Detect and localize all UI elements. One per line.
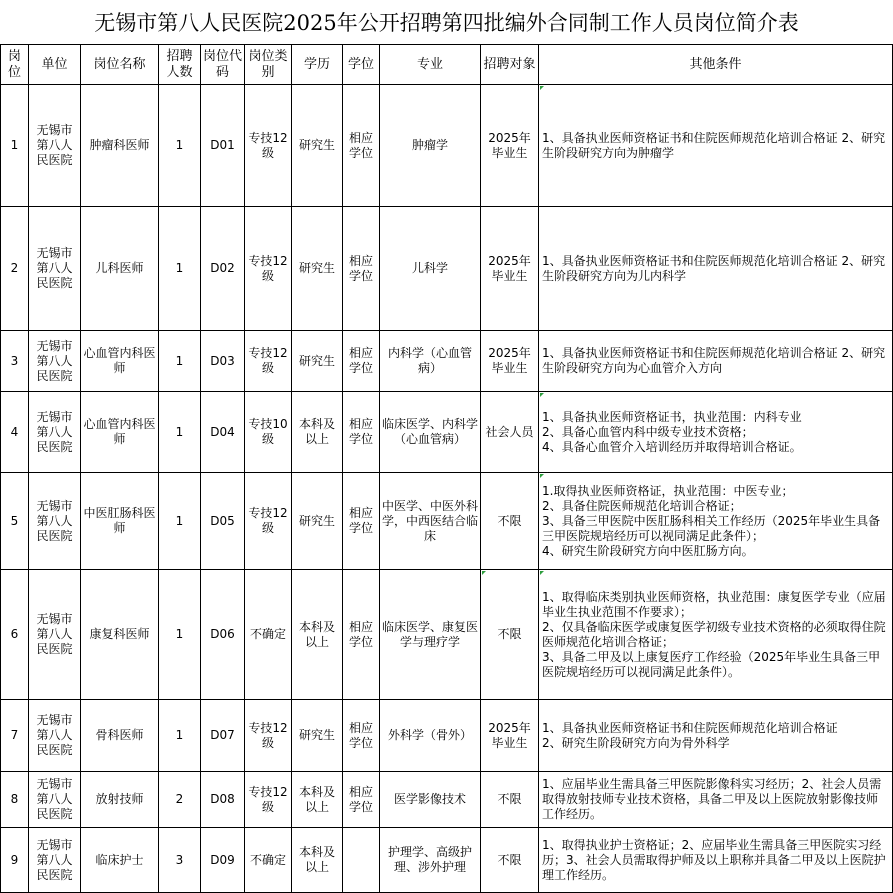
cell-count: 1 bbox=[159, 331, 201, 392]
cell-other: 1、具备执业医师资格证书，执业范围：内科专业 2、具备心血管内科中级专业技术资格； 4、具备心血管介入培训经历并取得培训合格证。 bbox=[539, 392, 893, 473]
cell-other: 1、具备执业医师资格证书和住院医师规范化培训合格证 2、研究生阶段研究方向为肿瘤学 bbox=[539, 85, 893, 207]
cell-other: 1、取得临床类别执业医师资格，执业范围：康复医学专业（应届毕业生执业范围不作要求）； 2、仅具备临床医学或康复医学初级专业技术资格的必须取得住院医师规范化培训合格证； 3、具备二甲及以上康复医疗工作经验（2025年毕业生具备三甲医院规培经历可以视同满足此条件）。 bbox=[539, 570, 893, 700]
cell-major: 外科学（骨外） bbox=[380, 700, 481, 772]
cell-target: 不限 bbox=[481, 828, 539, 893]
cell-seq: 3 bbox=[1, 331, 29, 392]
position-table bbox=[0, 44, 893, 893]
cell-category: 专技12级 bbox=[245, 700, 292, 772]
cell-seq: 9 bbox=[1, 828, 29, 893]
cell-degree: 相应学位 bbox=[343, 473, 380, 570]
header-row bbox=[1, 45, 893, 85]
header-seq: 岗位 bbox=[1, 45, 29, 85]
comment-marker bbox=[482, 571, 486, 575]
cell-unit: 无锡市第八人民医院 bbox=[29, 207, 81, 331]
cell-major: 内科学（心血管病） bbox=[380, 331, 481, 392]
table-row bbox=[1, 392, 893, 473]
cell-other: 1、具备执业医师资格证书和住院医师规范化培训合格证 2、研究生阶段研究方向为儿内科学 bbox=[539, 207, 893, 331]
cell-code: D06 bbox=[201, 570, 245, 700]
cell-major: 儿科学 bbox=[380, 207, 481, 331]
cell-degree: 相应学位 bbox=[343, 772, 380, 828]
header-target: 招聘对象 bbox=[481, 45, 539, 85]
table-row bbox=[1, 85, 893, 207]
cell-other: 1.取得执业医师资格证，执业范围：中医专业； 2、具备住院医师规范化培训合格证； 3、具备三甲医院中医肛肠科相关工作经历（2025年毕业生具备三甲医院规培经历可以视同满足此条件）； 4、研究生阶段研究方向中医肛肠方向。 bbox=[539, 473, 893, 570]
cell-seq: 4 bbox=[1, 392, 29, 473]
cell-major: 中医学、中医外科学，中西医结合临床 bbox=[380, 473, 481, 570]
cell-unit: 无锡市第八人民医院 bbox=[29, 772, 81, 828]
cell-code: D09 bbox=[201, 828, 245, 893]
cell-degree: 相应学位 bbox=[343, 570, 380, 700]
cell-count: 2 bbox=[159, 772, 201, 828]
cell-education: 本科及以上 bbox=[292, 828, 343, 893]
cell-target: 2025年毕业生 bbox=[481, 700, 539, 772]
cell-education: 研究生 bbox=[292, 331, 343, 392]
table-row bbox=[1, 570, 893, 700]
header-unit: 单位 bbox=[29, 45, 81, 85]
cell-degree: 相应学位 bbox=[343, 207, 380, 331]
cell-education: 本科及以上 bbox=[292, 570, 343, 700]
table-row bbox=[1, 473, 893, 570]
cell-name: 康复科医师 bbox=[81, 570, 159, 700]
cell-code: D02 bbox=[201, 207, 245, 331]
header-code: 岗位代码 bbox=[201, 45, 245, 85]
cell-target: 2025年毕业生 bbox=[481, 331, 539, 392]
cell-category: 专技12级 bbox=[245, 772, 292, 828]
cell-unit: 无锡市第八人民医院 bbox=[29, 473, 81, 570]
cell-seq: 8 bbox=[1, 772, 29, 828]
cell-category: 专技12级 bbox=[245, 331, 292, 392]
header-major: 专业 bbox=[380, 45, 481, 85]
page-title: 无锡市第八人民医院2025年公开招聘第四批编外合同制工作人员岗位简介表 bbox=[94, 11, 799, 35]
cell-count: 1 bbox=[159, 700, 201, 772]
cell-education: 研究生 bbox=[292, 700, 343, 772]
comment-marker bbox=[540, 474, 544, 478]
cell-code: D03 bbox=[201, 331, 245, 392]
cell-name: 骨科医师 bbox=[81, 700, 159, 772]
cell-category: 专技12级 bbox=[245, 207, 292, 331]
cell-category: 不确定 bbox=[245, 828, 292, 893]
comment-marker bbox=[540, 86, 544, 90]
cell-unit: 无锡市第八人民医院 bbox=[29, 85, 81, 207]
header-category: 岗位类别 bbox=[245, 45, 292, 85]
cell-target: 社会人员 bbox=[481, 392, 539, 473]
cell-count: 3 bbox=[159, 828, 201, 893]
cell-count: 1 bbox=[159, 85, 201, 207]
cell-degree: 相应学位 bbox=[343, 700, 380, 772]
cell-education: 研究生 bbox=[292, 207, 343, 331]
cell-name: 儿科医师 bbox=[81, 207, 159, 331]
cell-unit: 无锡市第八人民医院 bbox=[29, 392, 81, 473]
cell-seq: 6 bbox=[1, 570, 29, 700]
cell-seq: 5 bbox=[1, 473, 29, 570]
table-row bbox=[1, 331, 893, 392]
cell-other: 1、应届毕业生需具备三甲医院影像科实习经历；2、社会人员需取得放射技师专业技术资格，具备二甲及以上医院放射影像技师工作经历。 bbox=[539, 772, 893, 828]
cell-unit: 无锡市第八人民医院 bbox=[29, 570, 81, 700]
cell-major: 肿瘤学 bbox=[380, 85, 481, 207]
cell-unit: 无锡市第八人民医院 bbox=[29, 331, 81, 392]
table-row bbox=[1, 207, 893, 331]
cell-code: D08 bbox=[201, 772, 245, 828]
cell-major: 临床医学、康复医学与理疗学 bbox=[380, 570, 481, 700]
header-degree: 学位 bbox=[343, 45, 380, 85]
cell-other: 1、具备执业医师资格证书和住院医师规范化培训合格证 2、研究生阶段研究方向为心血管介入方向 bbox=[539, 331, 893, 392]
cell-category: 专技12级 bbox=[245, 85, 292, 207]
cell-major: 医学影像技术 bbox=[380, 772, 481, 828]
cell-name: 放射技师 bbox=[81, 772, 159, 828]
cell-code: D01 bbox=[201, 85, 245, 207]
comment-marker bbox=[540, 393, 544, 397]
cell-name: 临床护士 bbox=[81, 828, 159, 893]
cell-category: 专技10级 bbox=[245, 392, 292, 473]
cell-code: D07 bbox=[201, 700, 245, 772]
cell-major: 护理学、高级护理、涉外护理 bbox=[380, 828, 481, 893]
cell-degree bbox=[343, 828, 380, 893]
header-other: 其他条件 bbox=[539, 45, 893, 85]
header-name: 岗位名称 bbox=[81, 45, 159, 85]
cell-count: 1 bbox=[159, 570, 201, 700]
cell-seq: 1 bbox=[1, 85, 29, 207]
cell-code: D04 bbox=[201, 392, 245, 473]
cell-education: 本科及以上 bbox=[292, 392, 343, 473]
cell-category: 不确定 bbox=[245, 570, 292, 700]
cell-education: 本科及以上 bbox=[292, 772, 343, 828]
cell-code: D05 bbox=[201, 473, 245, 570]
cell-degree: 相应学位 bbox=[343, 85, 380, 207]
cell-degree: 相应学位 bbox=[343, 392, 380, 473]
cell-education: 研究生 bbox=[292, 473, 343, 570]
cell-target: 2025年毕业生 bbox=[481, 207, 539, 331]
cell-seq: 2 bbox=[1, 207, 29, 331]
cell-other: 1、取得执业护士资格证；2、应届毕业生需具备三甲医院实习经历；3、社会人员需取得护师及以上职称并具备二甲及以上医院护理工作经历。 bbox=[539, 828, 893, 893]
table-row bbox=[1, 772, 893, 828]
header-education: 学历 bbox=[292, 45, 343, 85]
cell-count: 1 bbox=[159, 207, 201, 331]
cell-name: 中医肛肠科医师 bbox=[81, 473, 159, 570]
cell-unit: 无锡市第八人民医院 bbox=[29, 700, 81, 772]
cell-target: 不限 bbox=[481, 772, 539, 828]
header-count: 招聘人数 bbox=[159, 45, 201, 85]
cell-category: 专技12级 bbox=[245, 473, 292, 570]
cell-target: 不限 bbox=[481, 473, 539, 570]
cell-degree: 相应学位 bbox=[343, 331, 380, 392]
cell-major: 临床医学、内科学（心血管病） bbox=[380, 392, 481, 473]
cell-count: 1 bbox=[159, 473, 201, 570]
cell-name: 心血管内科医师 bbox=[81, 392, 159, 473]
cell-seq: 7 bbox=[1, 700, 29, 772]
cell-target: 2025年毕业生 bbox=[481, 85, 539, 207]
cell-name: 心血管内科医师 bbox=[81, 331, 159, 392]
table-row bbox=[1, 700, 893, 772]
cell-other: 1、具备执业医师资格证书和住院医师规范化培训合格证 2、研究生阶段研究方向为骨外科学 bbox=[539, 700, 893, 772]
table-row bbox=[1, 828, 893, 893]
cell-unit: 无锡市第八人民医院 bbox=[29, 828, 81, 893]
cell-target: 不限 bbox=[481, 570, 539, 700]
cell-education: 研究生 bbox=[292, 85, 343, 207]
comment-marker bbox=[540, 571, 544, 575]
cell-count: 1 bbox=[159, 392, 201, 473]
cell-name: 肿瘤科医师 bbox=[81, 85, 159, 207]
